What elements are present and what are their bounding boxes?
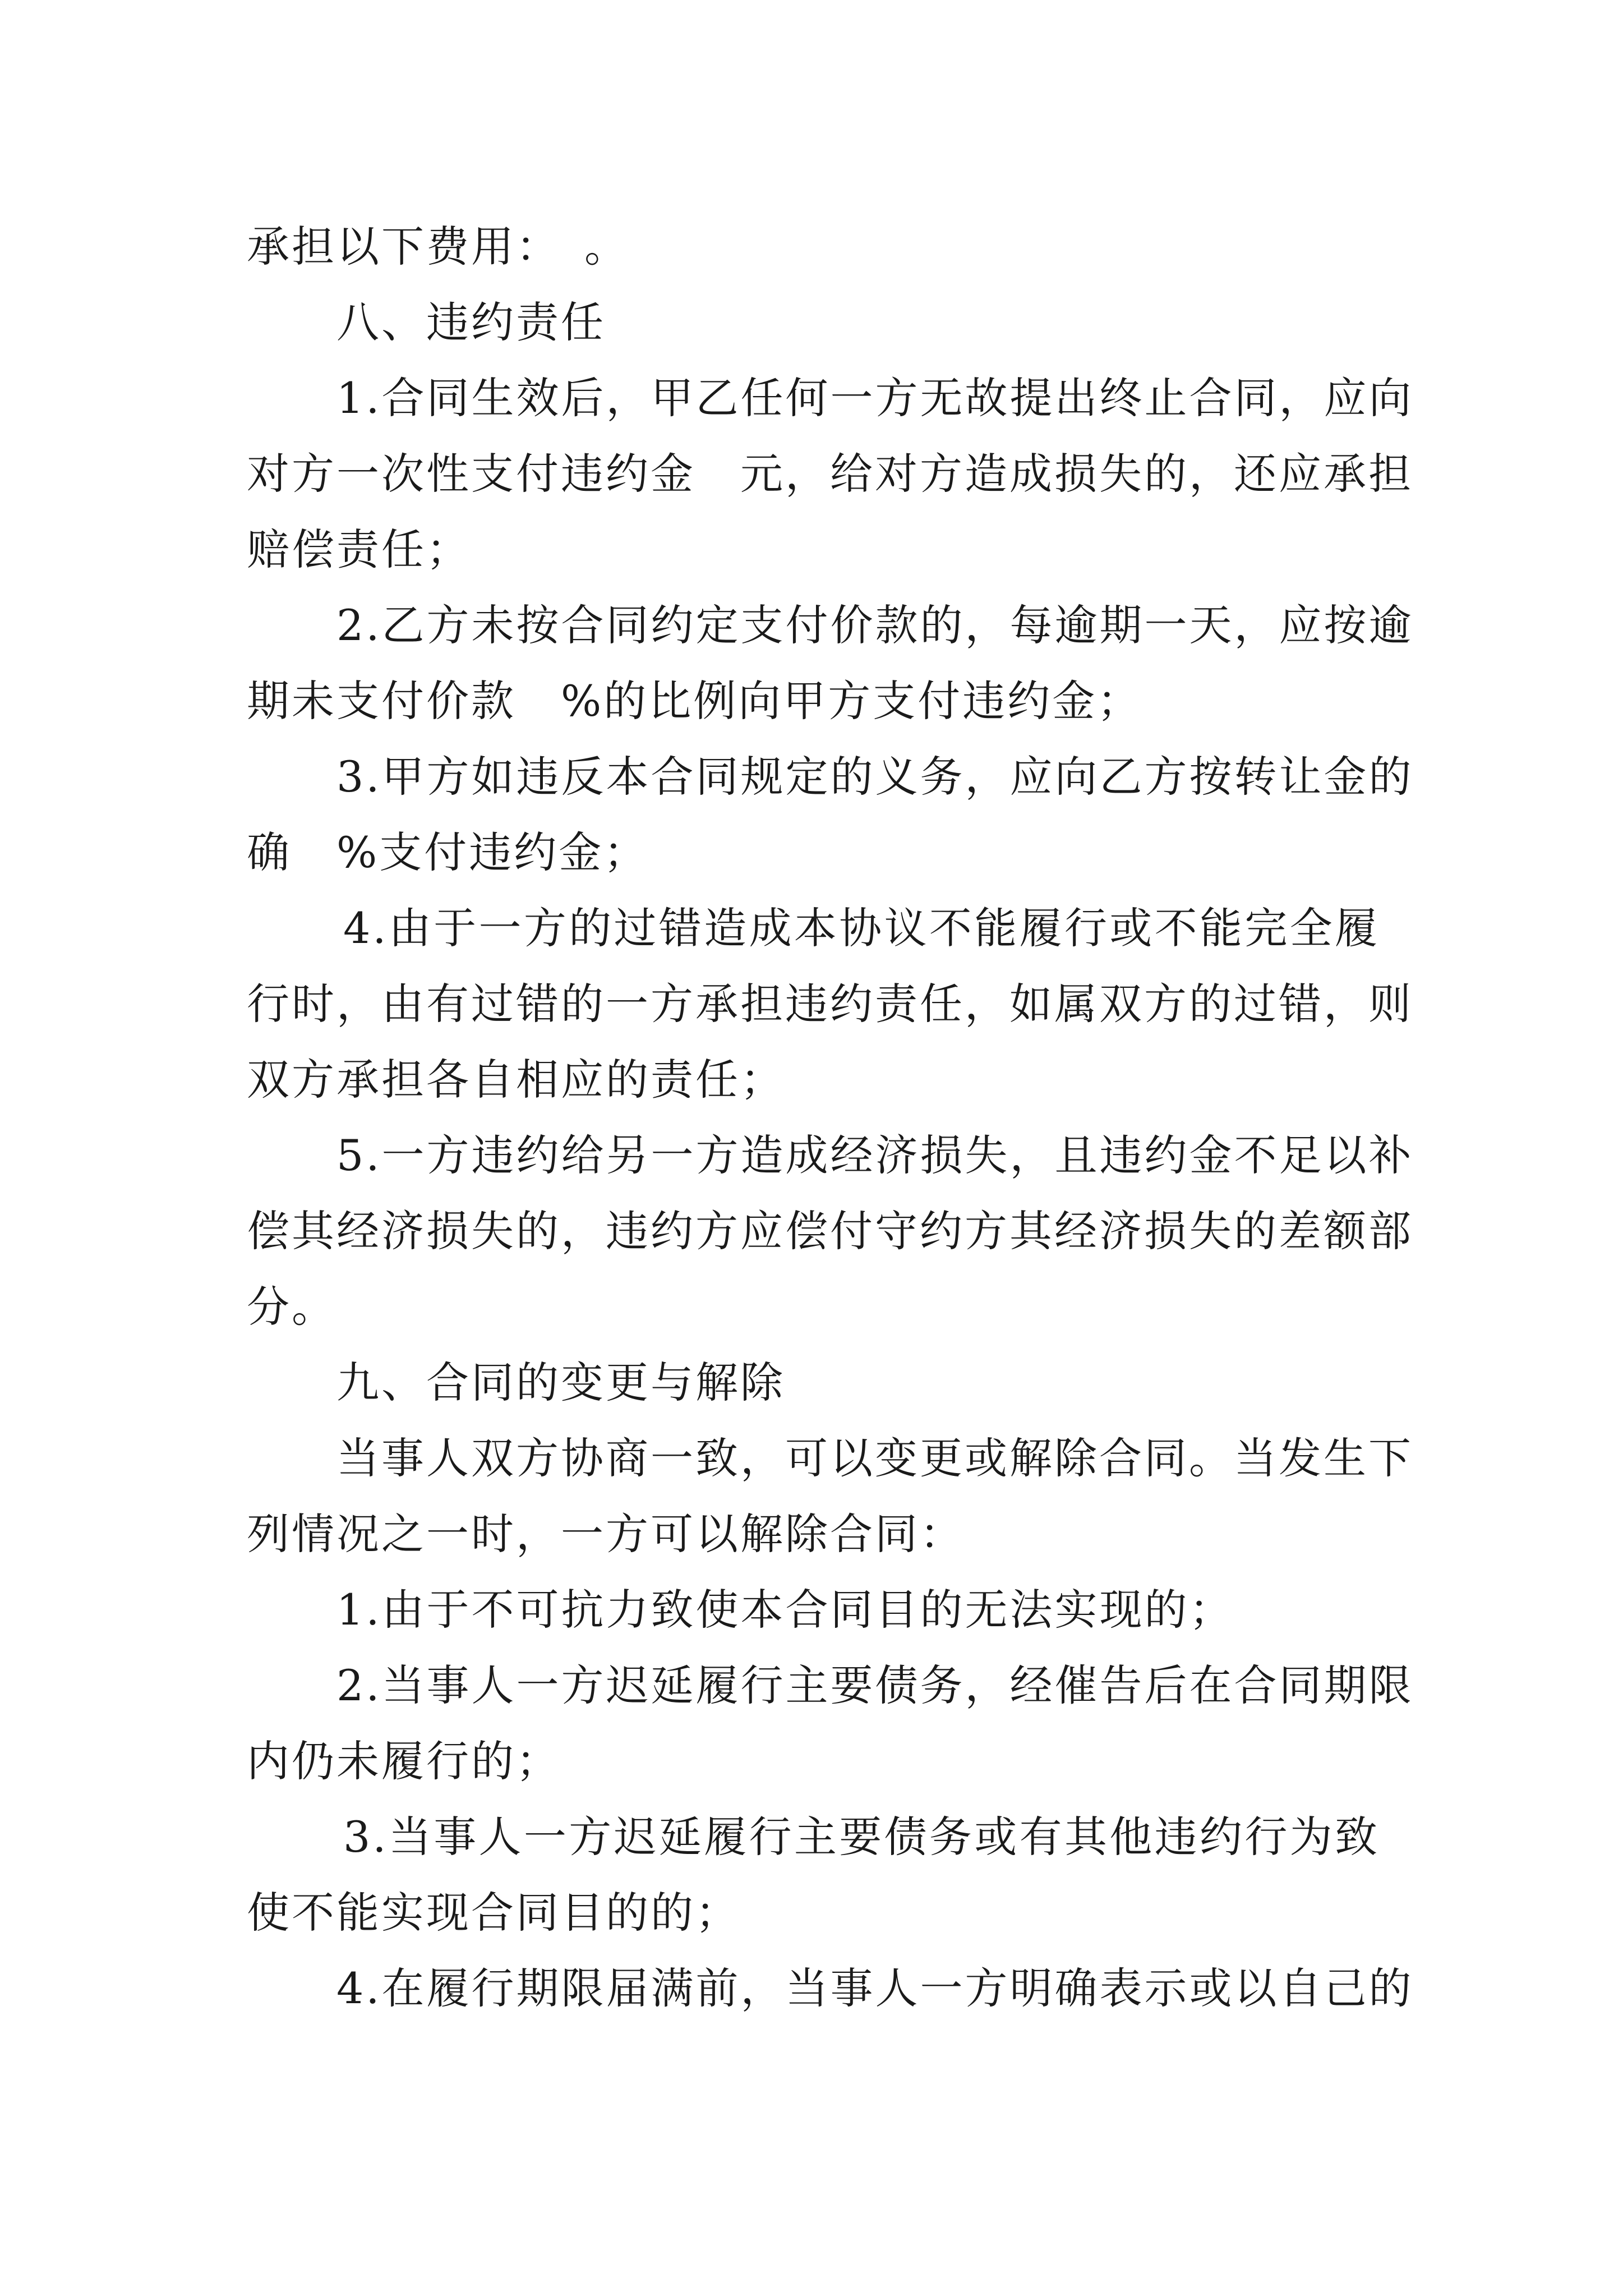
paragraph-line: 1.合同生效后，甲乙任何一方无故提出终止合同，应向 <box>336 373 1414 423</box>
paragraph-line: 承担以下费用： 。 <box>247 222 629 272</box>
paragraph-line: 列情况之一时，一方可以解除合同： <box>247 1509 965 1559</box>
paragraph-line: 2.乙方未按合同约定支付价款的，每逾期一天，应按逾 <box>336 600 1414 650</box>
paragraph-line: 3.甲方如违反本合同规定的义务，应向乙方按转让金的 <box>336 752 1414 802</box>
paragraph-line: 期未支付价款 %的比例向甲方支付违约金； <box>247 676 1142 726</box>
paragraph-line: 1.由于不可抗力致使本合同目的无法实现的； <box>336 1585 1234 1635</box>
paragraph-line: 使不能实现合同目的的； <box>247 1888 740 1938</box>
section-heading: 八、违约责任 <box>336 297 606 347</box>
paragraph-line: 3.当事人一方迟延履行主要债务或有其他违约行为致 <box>343 1812 1380 1862</box>
paragraph-line: 分。 <box>247 1282 336 1332</box>
paragraph-line: 偿其经济损失的，违约方应偿付守约方其经济损失的差额部 <box>247 1206 1413 1256</box>
paragraph-line: 内仍未履行的； <box>247 1736 561 1786</box>
paragraph-line: 4.在履行期限届满前，当事人一方明确表示或以自己的 <box>336 1963 1414 2013</box>
paragraph-line: 行时，由有过错的一方承担违约责任，如属双方的过错，则 <box>247 979 1413 1029</box>
paragraph-line: 确 %支付违约金； <box>247 827 649 877</box>
paragraph-line: 2.当事人一方迟延履行主要债务，经催告后在合同期限 <box>336 1660 1414 1710</box>
paragraph-line: 5.一方违约给另一方造成经济损失，且违约金不足以补 <box>336 1130 1414 1180</box>
paragraph-line: 对方一次性支付违约金 元，给对方造成损失的，还应承担 <box>247 449 1413 499</box>
paragraph-line: 4.由于一方的过错造成本协议不能履行或不能完全履 <box>343 903 1380 953</box>
section-heading: 九、合同的变更与解除 <box>336 1358 785 1407</box>
paragraph-line: 赔偿责任； <box>247 524 471 574</box>
paragraph-line: 双方承担各自相应的责任； <box>247 1055 785 1105</box>
paragraph-line: 当事人双方协商一致，可以变更或解除合同。当发生下 <box>336 1433 1413 1483</box>
